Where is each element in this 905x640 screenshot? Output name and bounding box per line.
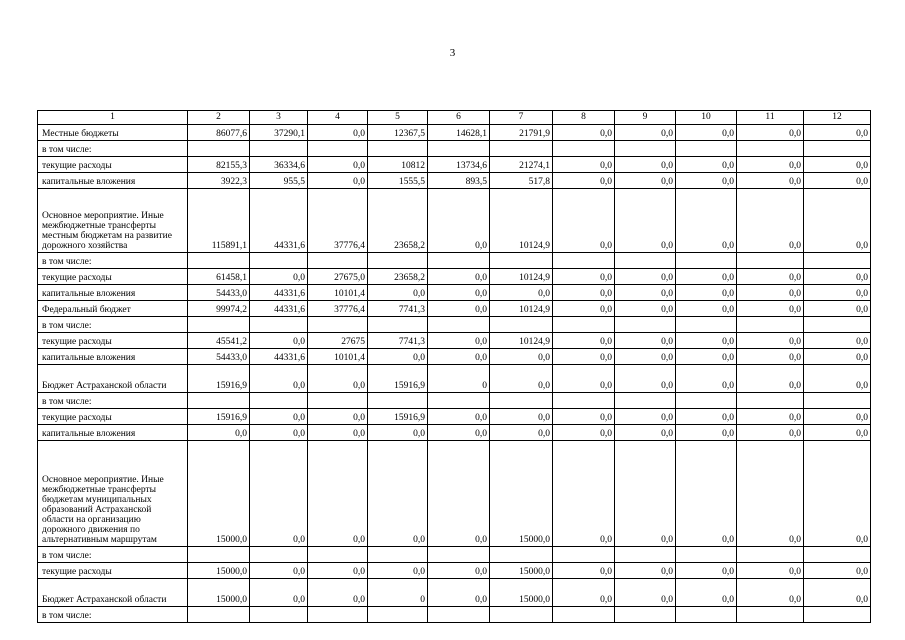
- table-cell: [737, 141, 804, 157]
- table-cell: 44331,6: [250, 301, 308, 317]
- table-cell: 0,0: [737, 269, 804, 285]
- table-cell: 45541,2: [188, 333, 250, 349]
- table-cell: [553, 141, 615, 157]
- table-cell: 0,0: [615, 285, 676, 301]
- row-label: в том числе:: [38, 393, 188, 409]
- table-cell: [553, 607, 615, 623]
- table-row: [38, 253, 871, 269]
- table-row: [38, 285, 871, 301]
- table-cell: [188, 317, 250, 333]
- table-cell: 0,0: [804, 333, 871, 349]
- table-cell: 0,0: [188, 425, 250, 441]
- row-label: в том числе:: [38, 253, 188, 269]
- table-cell: 0,0: [676, 157, 737, 173]
- table-cell: 0,0: [250, 333, 308, 349]
- table-cell: 0,0: [804, 563, 871, 579]
- table-cell: 36334,6: [250, 157, 308, 173]
- table-cell: 0,0: [737, 173, 804, 189]
- column-header: 3: [250, 111, 308, 125]
- table-cell: [308, 141, 368, 157]
- table-cell: 15000,0: [490, 441, 553, 547]
- table-cell: [553, 317, 615, 333]
- table-cell: 0,0: [615, 441, 676, 547]
- table-cell: 0,0: [615, 189, 676, 253]
- row-label: капитальные вложения: [38, 285, 188, 301]
- table-cell: 0,0: [676, 269, 737, 285]
- column-header: 7: [490, 111, 553, 125]
- table-cell: [428, 547, 490, 563]
- table-cell: 0,0: [615, 301, 676, 317]
- table-cell: 37776,4: [308, 189, 368, 253]
- row-label: текущие расходы: [38, 269, 188, 285]
- table-cell: 0,0: [553, 285, 615, 301]
- table-cell: [737, 393, 804, 409]
- table-cell: [804, 547, 871, 563]
- table-cell: 0,0: [428, 441, 490, 547]
- table-cell: 0,0: [804, 365, 871, 393]
- table-cell: 0,0: [490, 365, 553, 393]
- table-cell: [676, 317, 737, 333]
- table-cell: 7741,3: [368, 301, 428, 317]
- table-cell: 0,0: [250, 425, 308, 441]
- table-cell: 0,0: [804, 425, 871, 441]
- table-cell: 0,0: [308, 157, 368, 173]
- table-cell: 15000,0: [188, 563, 250, 579]
- table-cell: [250, 253, 308, 269]
- table-cell: [188, 141, 250, 157]
- table-cell: 0,0: [428, 349, 490, 365]
- table-cell: 0,0: [676, 173, 737, 189]
- table-cell: 0,0: [676, 563, 737, 579]
- table-row: [38, 563, 871, 579]
- table-cell: 0,0: [804, 579, 871, 607]
- table-cell: 10101,4: [308, 349, 368, 365]
- table-cell: [490, 253, 553, 269]
- row-label: в том числе:: [38, 317, 188, 333]
- table-cell: 0,0: [737, 157, 804, 173]
- table-cell: 10812: [368, 157, 428, 173]
- table-cell: [308, 547, 368, 563]
- table-cell: 0,0: [428, 189, 490, 253]
- table-cell: [188, 607, 250, 623]
- table-cell: 27675: [308, 333, 368, 349]
- table-row: [38, 173, 871, 189]
- table-cell: [615, 253, 676, 269]
- row-label: капитальные вложения: [38, 425, 188, 441]
- column-header: 8: [553, 111, 615, 125]
- table-cell: 99974,2: [188, 301, 250, 317]
- table-row: [38, 547, 871, 563]
- table-cell: 54433,0: [188, 349, 250, 365]
- table-row: [38, 141, 871, 157]
- table-cell: 0,0: [615, 333, 676, 349]
- row-label: текущие расходы: [38, 157, 188, 173]
- table-cell: 0,0: [368, 285, 428, 301]
- table-cell: [490, 393, 553, 409]
- table-cell: 0,0: [737, 285, 804, 301]
- table-cell: 0,0: [553, 333, 615, 349]
- table-cell: 0,0: [737, 365, 804, 393]
- table-cell: 0,0: [804, 125, 871, 141]
- table-cell: 15916,9: [368, 365, 428, 393]
- column-header: 11: [737, 111, 804, 125]
- table-cell: 0,0: [308, 579, 368, 607]
- table-cell: 0,0: [553, 441, 615, 547]
- table-cell: [615, 547, 676, 563]
- table-cell: 0,0: [615, 579, 676, 607]
- table-cell: 7741,3: [368, 333, 428, 349]
- table-cell: 0,0: [553, 579, 615, 607]
- table-cell: 0: [368, 579, 428, 607]
- table-cell: 21791,9: [490, 125, 553, 141]
- table-cell: 15000,0: [188, 441, 250, 547]
- table-cell: 0,0: [737, 425, 804, 441]
- table-cell: 3922,3: [188, 173, 250, 189]
- table-cell: 0,0: [615, 409, 676, 425]
- table-cell: 0,0: [804, 441, 871, 547]
- table-cell: [676, 607, 737, 623]
- table-cell: [368, 141, 428, 157]
- table-cell: 15916,9: [368, 409, 428, 425]
- table-cell: 27675,0: [308, 269, 368, 285]
- table-cell: [804, 141, 871, 157]
- column-header: 5: [368, 111, 428, 125]
- table-cell: 0,0: [250, 563, 308, 579]
- table-cell: 0,0: [490, 285, 553, 301]
- table-cell: 0,0: [428, 333, 490, 349]
- table-cell: [250, 393, 308, 409]
- table-cell: [188, 393, 250, 409]
- table-cell: [676, 547, 737, 563]
- table-cell: 0,0: [804, 157, 871, 173]
- table-cell: 0,0: [676, 425, 737, 441]
- table-cell: 15000,0: [490, 563, 553, 579]
- table-cell: 0,0: [676, 365, 737, 393]
- budget-table: [37, 110, 871, 623]
- table-cell: 0,0: [490, 349, 553, 365]
- table-cell: [250, 547, 308, 563]
- table-cell: 0,0: [615, 425, 676, 441]
- table-cell: [188, 253, 250, 269]
- table-cell: 0,0: [368, 563, 428, 579]
- table-cell: 0,0: [428, 425, 490, 441]
- table-cell: 0,0: [737, 441, 804, 547]
- table-cell: 0,0: [676, 285, 737, 301]
- column-header: 4: [308, 111, 368, 125]
- column-header: 12: [804, 111, 871, 125]
- table-cell: 0,0: [737, 563, 804, 579]
- table-cell: 0,0: [737, 189, 804, 253]
- table-row: [38, 317, 871, 333]
- table-row: [38, 425, 871, 441]
- row-label: текущие расходы: [38, 333, 188, 349]
- table-cell: 115891,1: [188, 189, 250, 253]
- table-cell: [428, 253, 490, 269]
- table-cell: 0,0: [368, 349, 428, 365]
- column-header: 10: [676, 111, 737, 125]
- budget-table-body: [38, 111, 871, 623]
- table-cell: 0,0: [615, 563, 676, 579]
- table-cell: [308, 607, 368, 623]
- table-cell: [490, 141, 553, 157]
- column-header: 2: [188, 111, 250, 125]
- table-cell: 0,0: [428, 563, 490, 579]
- table-cell: 10124,9: [490, 333, 553, 349]
- row-label: Местные бюджеты: [38, 125, 188, 141]
- table-row: [38, 301, 871, 317]
- row-label: в том числе:: [38, 547, 188, 563]
- table-cell: 0,0: [428, 579, 490, 607]
- table-cell: [368, 253, 428, 269]
- table-header-row: [38, 111, 871, 125]
- table-cell: [553, 253, 615, 269]
- column-header: 6: [428, 111, 490, 125]
- table-row: [38, 409, 871, 425]
- table-row: [38, 349, 871, 365]
- table-cell: 0,0: [615, 349, 676, 365]
- table-cell: [368, 607, 428, 623]
- table-cell: 0,0: [737, 333, 804, 349]
- table-cell: 0,0: [615, 173, 676, 189]
- table-cell: 0,0: [737, 579, 804, 607]
- table-cell: [676, 141, 737, 157]
- table-cell: 0,0: [804, 269, 871, 285]
- table-cell: [676, 253, 737, 269]
- table-cell: [804, 607, 871, 623]
- row-label: в том числе:: [38, 141, 188, 157]
- row-label: капитальные вложения: [38, 349, 188, 365]
- table-cell: 0,0: [250, 269, 308, 285]
- table-cell: [490, 317, 553, 333]
- table-cell: 54433,0: [188, 285, 250, 301]
- table-cell: [615, 141, 676, 157]
- table-cell: 0,0: [368, 441, 428, 547]
- table-cell: 0,0: [804, 301, 871, 317]
- table-cell: [250, 317, 308, 333]
- table-cell: [615, 393, 676, 409]
- table-cell: [553, 547, 615, 563]
- table-cell: 10124,9: [490, 301, 553, 317]
- table-cell: 12367,5: [368, 125, 428, 141]
- table-cell: 1555,5: [368, 173, 428, 189]
- table-cell: [428, 317, 490, 333]
- column-header: 9: [615, 111, 676, 125]
- table-row: [38, 125, 871, 141]
- table-cell: [804, 393, 871, 409]
- table-cell: 0,0: [428, 269, 490, 285]
- table-cell: 0,0: [308, 409, 368, 425]
- table-cell: 0,0: [553, 563, 615, 579]
- table-cell: 0,0: [308, 365, 368, 393]
- row-label: капитальные вложения: [38, 173, 188, 189]
- table-cell: [368, 393, 428, 409]
- table-cell: 893,5: [428, 173, 490, 189]
- table-cell: 0,0: [804, 409, 871, 425]
- table-cell: 0,0: [250, 409, 308, 425]
- table-cell: 0,0: [676, 189, 737, 253]
- table-cell: 0,0: [250, 365, 308, 393]
- table-cell: 15916,9: [188, 409, 250, 425]
- row-label: Бюджет Астраханской области: [38, 365, 188, 393]
- table-cell: [188, 547, 250, 563]
- table-cell: [615, 607, 676, 623]
- table-cell: [428, 141, 490, 157]
- table-cell: 15916,9: [188, 365, 250, 393]
- table-cell: 0,0: [553, 409, 615, 425]
- table-cell: 0,0: [428, 285, 490, 301]
- table-cell: 23658,2: [368, 269, 428, 285]
- table-cell: 0,0: [553, 365, 615, 393]
- table-cell: 0,0: [553, 157, 615, 173]
- table-cell: [553, 393, 615, 409]
- row-label: Основное мероприятие. Иные межбюджетные трансферты местным бюджетам на развитие дорожного хозяйства: [38, 189, 188, 253]
- table-cell: 0,0: [250, 579, 308, 607]
- table-cell: 15000,0: [188, 579, 250, 607]
- table-cell: 0,0: [490, 409, 553, 425]
- table-row: [38, 441, 871, 547]
- table-cell: 0,0: [737, 125, 804, 141]
- column-header: 1: [38, 111, 188, 125]
- table-cell: [308, 253, 368, 269]
- table-cell: 0: [428, 365, 490, 393]
- row-label: текущие расходы: [38, 563, 188, 579]
- table-cell: [368, 547, 428, 563]
- table-cell: 0,0: [676, 349, 737, 365]
- table-cell: 37290,1: [250, 125, 308, 141]
- row-label: Бюджет Астраханской области: [38, 579, 188, 607]
- table-cell: 0,0: [553, 189, 615, 253]
- table-cell: 15000,0: [490, 579, 553, 607]
- page-number: 3: [449, 47, 456, 59]
- table-cell: 0,0: [737, 409, 804, 425]
- table-row: [38, 157, 871, 173]
- table-cell: 0,0: [676, 333, 737, 349]
- table-cell: 0,0: [490, 425, 553, 441]
- table-cell: 0,0: [308, 125, 368, 141]
- table-cell: [737, 253, 804, 269]
- table-cell: [615, 317, 676, 333]
- table-cell: 0,0: [428, 409, 490, 425]
- table-cell: 61458,1: [188, 269, 250, 285]
- table-cell: [737, 317, 804, 333]
- table-cell: 0,0: [804, 349, 871, 365]
- table-cell: 10124,9: [490, 189, 553, 253]
- table-row: [38, 579, 871, 607]
- table-cell: 517,8: [490, 173, 553, 189]
- table-cell: 0,0: [250, 441, 308, 547]
- table-row: [38, 393, 871, 409]
- table-row: [38, 365, 871, 393]
- table-cell: 0,0: [553, 425, 615, 441]
- table-cell: 0,0: [676, 301, 737, 317]
- table-cell: 0,0: [615, 125, 676, 141]
- table-cell: [428, 393, 490, 409]
- table-cell: [804, 253, 871, 269]
- table-cell: 0,0: [308, 425, 368, 441]
- table-cell: 23658,2: [368, 189, 428, 253]
- table-cell: 82155,3: [188, 157, 250, 173]
- table-cell: [250, 141, 308, 157]
- table-row: [38, 189, 871, 253]
- table-cell: 0,0: [804, 173, 871, 189]
- table-cell: 13734,6: [428, 157, 490, 173]
- table-cell: 0,0: [804, 285, 871, 301]
- table-cell: 44331,6: [250, 349, 308, 365]
- table-cell: 0,0: [737, 349, 804, 365]
- table-cell: [308, 317, 368, 333]
- table-cell: 0,0: [615, 269, 676, 285]
- table-row: [38, 333, 871, 349]
- table-cell: 0,0: [308, 173, 368, 189]
- row-label: Основное мероприятие. Иные межбюджетные трансферты бюджетам муниципальных образований Астраханской области на организацию дорожного движения по альтернативным маршрутам: [38, 441, 188, 547]
- table-row: [38, 269, 871, 285]
- table-cell: 0,0: [804, 189, 871, 253]
- table-cell: 0,0: [553, 301, 615, 317]
- table-cell: 0,0: [676, 441, 737, 547]
- row-label: Федеральный бюджет: [38, 301, 188, 317]
- table-cell: 0,0: [676, 579, 737, 607]
- table-cell: 21274,1: [490, 157, 553, 173]
- table-cell: 0,0: [615, 157, 676, 173]
- table-cell: [490, 547, 553, 563]
- table-cell: [737, 607, 804, 623]
- table-cell: 0,0: [308, 563, 368, 579]
- table-cell: 0,0: [676, 125, 737, 141]
- table-cell: 955,5: [250, 173, 308, 189]
- table-cell: 86077,6: [188, 125, 250, 141]
- table-cell: [368, 317, 428, 333]
- table-cell: 0,0: [428, 301, 490, 317]
- table-cell: 0,0: [553, 349, 615, 365]
- table-cell: 14628,1: [428, 125, 490, 141]
- table-cell: 0,0: [368, 425, 428, 441]
- table-cell: 0,0: [553, 125, 615, 141]
- table-cell: [676, 393, 737, 409]
- table-cell: [490, 607, 553, 623]
- table-cell: 0,0: [676, 409, 737, 425]
- table-row: [38, 607, 871, 623]
- table-cell: [250, 607, 308, 623]
- table-cell: [428, 607, 490, 623]
- table-cell: 10101,4: [308, 285, 368, 301]
- table-cell: 0,0: [615, 365, 676, 393]
- table-cell: 0,0: [737, 301, 804, 317]
- table-cell: 0,0: [553, 173, 615, 189]
- table-cell: 0,0: [308, 441, 368, 547]
- table-cell: 44331,6: [250, 189, 308, 253]
- table-cell: 44331,6: [250, 285, 308, 301]
- table-cell: 10124,9: [490, 269, 553, 285]
- table-cell: 0,0: [553, 269, 615, 285]
- row-label: текущие расходы: [38, 409, 188, 425]
- row-label: в том числе:: [38, 607, 188, 623]
- table-cell: [804, 317, 871, 333]
- table-cell: [308, 393, 368, 409]
- table-cell: [737, 547, 804, 563]
- table-cell: 37776,4: [308, 301, 368, 317]
